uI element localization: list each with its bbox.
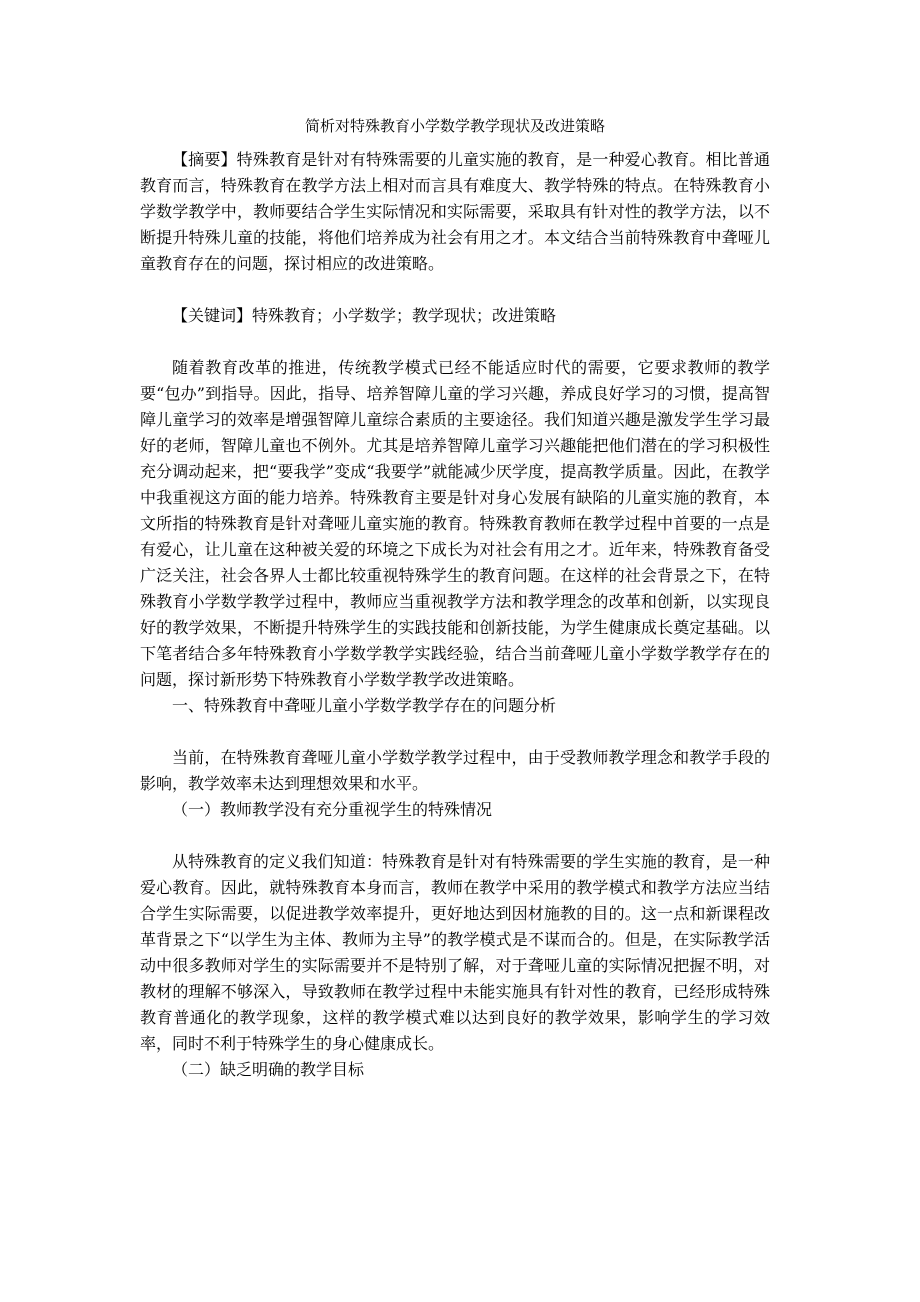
subsection-1-paragraph: 从特殊教育的定义我们知道：特殊教育是针对有特殊需要的学生实施的教育，是一种爱心教育。因此，就特殊教育本身而言，教师在教学中采用的教学模式和教学方法应当结合学生实际需要，以促进教学效率提升，更好地达到因材施教的目的。这一点和新课程改革背景之下“以学生为主体、教师为主导”的教学模式是不谋而合的。但是，在实际教学活动中很多教师对学生的实际需要并不是特别了解，对于聋哑儿童的实际情况把握不明，对教材的理解不够深入，导致教师在教学过程中未能实施具有针对性的教育，已经形成特殊教育普通化的教学现象，这样的教学模式难以达到良好的教学效果，影响学生的学习效率，同时不利于特殊学生的身心健康成长。 bbox=[140, 852, 770, 1053]
subsection-1-heading: （一）教师教学没有充分重视学生的特殊情况 bbox=[172, 800, 493, 819]
intro-paragraph: 随着教育改革的推进，传统教学模式已经不能适应时代的需要，它要求教师的教学要“包办”到指导。因此，指导、培养智障儿童的学习兴趣，养成良好学习的习惯，提高智障儿童学习的效率是增强智障儿童综合素质的主要途径。我们知道兴趣是激发学生学习最好的老师，智障儿童也不例外。尤其是培养智障儿童学习兴趣能把他们潜在的学习积极性充分调动起来，把“要我学”变成“我要学”就能减少厌学度，提高教学质量。因此，在教学中我重视这方面的能力培养。特殊教育主要是针对身心发展有缺陷的儿童实施的教育，本文所指的特殊教育是针对聋哑儿童实施的教育。特殊教育教师在教学过程中首要的一点是有爱心，让儿童在这种被关爱的环境之下成长为对社会有用之才。近年来，特殊教育备受广泛关注，社会各界人士都比较重视特殊学生的教育问题。在这样的社会背景之下，在特殊教育小学数学教学过程中，教师应当重视教学方法和教学理念的改革和创新，以实现良好的教学效果，不断提升特殊学生的实践技能和创新技能，为学生健康成长奠定基础。以下笔者结合多年特殊教育小学数学教学实践经验，结合当前聋哑儿童小学数学教学存在的问题，探讨新形势下特殊教育小学数学教学改进策略。 bbox=[140, 358, 770, 689]
section-1-paragraph: 当前，在特殊教育聋哑儿童小学数学教学过程中，由于受教师教学理念和教学手段的影响，教学效率未达到理想效果和水平。 bbox=[140, 748, 770, 793]
section-1-heading: 一、特殊教育中聋哑儿童小学数学教学存在的问题分析 bbox=[172, 696, 557, 715]
keywords-paragraph: 【关键词】特殊教育；小学数学；教学现状；改进策略 bbox=[172, 306, 557, 325]
abstract-paragraph: 【摘要】特殊教育是针对有特殊需要的儿童实施的教育，是一种爱心教育。相比普通教育而言，特殊教育在教学方法上相对而言具有难度大、教学特殊的特点。在特殊教育小学数学教学中，教师要结合学生实际情况和实际需要，采取具有针对性的教学方法，以不断提升特殊儿童的技能，将他们培养成为社会有用之才。本文结合当前特殊教育中聋哑儿童教育存在的问题，探讨相应的改进策略。 bbox=[140, 150, 770, 273]
document-title: 简析对特殊教育小学数学教学现状及改进策略 bbox=[304, 117, 605, 135]
subsection-2-heading: （二）缺乏明确的教学目标 bbox=[172, 1060, 365, 1079]
